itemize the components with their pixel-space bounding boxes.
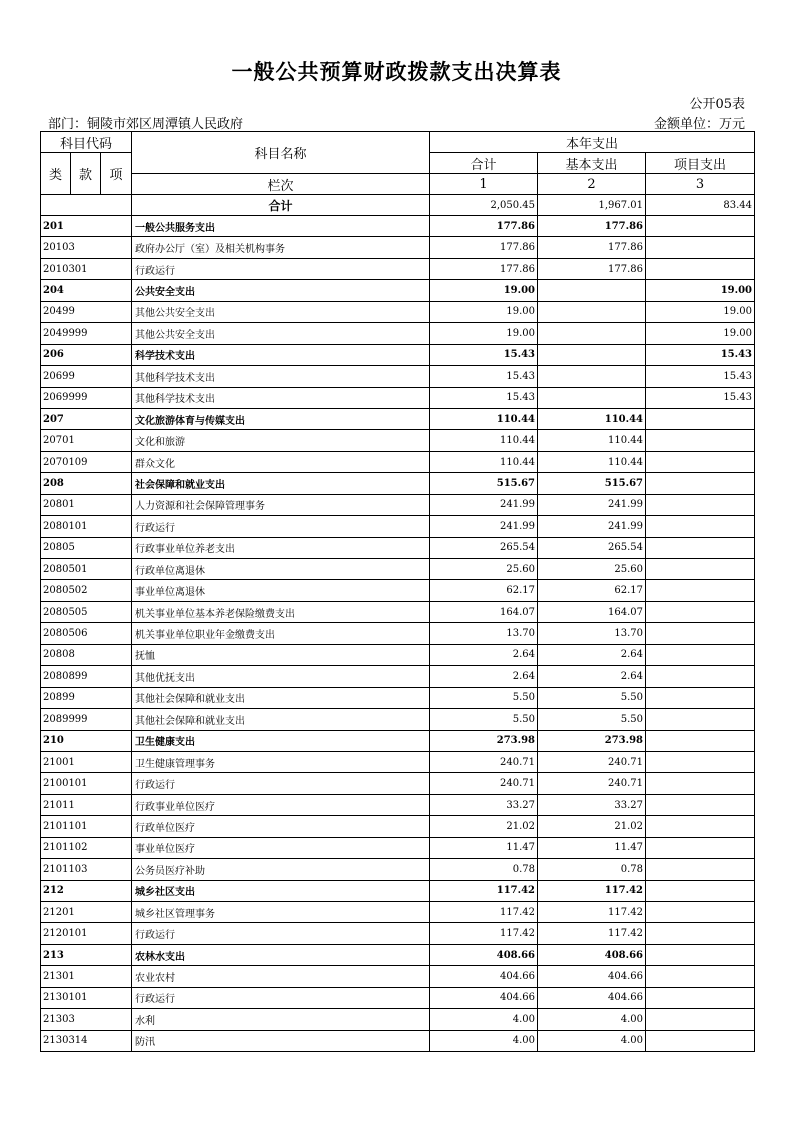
row-name: 防汛 bbox=[132, 1030, 430, 1051]
row-name: 其他公共安全支出 bbox=[132, 323, 430, 344]
row-basic: 110.44 bbox=[538, 451, 646, 472]
row-name: 文化旅游体育与传媒支出 bbox=[132, 408, 430, 429]
row-total: 117.42 bbox=[430, 902, 538, 923]
header-xiang: 项 bbox=[101, 153, 132, 195]
row-basic: 177.86 bbox=[538, 258, 646, 279]
header-subject-code: 科目代码 bbox=[41, 132, 132, 153]
row-basic: 62.17 bbox=[538, 580, 646, 601]
row-project: 15.43 bbox=[646, 366, 755, 387]
row-code: 2101101 bbox=[41, 816, 132, 837]
row-total: 241.99 bbox=[430, 494, 538, 515]
table-row bbox=[41, 859, 755, 880]
row-name: 机关事业单位基本养老保险缴费支出 bbox=[132, 601, 430, 622]
table-row bbox=[41, 323, 755, 344]
row-code: 2080899 bbox=[41, 666, 132, 687]
row-name: 文化和旅游 bbox=[132, 430, 430, 451]
row-total: 273.98 bbox=[430, 730, 538, 751]
row-project bbox=[646, 666, 755, 687]
row-total: 19.00 bbox=[430, 301, 538, 322]
table-row bbox=[41, 537, 755, 558]
row-total: 19.00 bbox=[430, 323, 538, 344]
expenditure-table bbox=[40, 131, 755, 1052]
header-subject-name: 科目名称 bbox=[132, 132, 430, 174]
row-code: 2049999 bbox=[41, 323, 132, 344]
row-basic: 2.64 bbox=[538, 644, 646, 665]
row-total: 13.70 bbox=[430, 623, 538, 644]
row-total: 2.64 bbox=[430, 644, 538, 665]
total-label: 合计 bbox=[132, 195, 430, 216]
table-row bbox=[41, 837, 755, 858]
row-name: 社会保障和就业支出 bbox=[132, 473, 430, 494]
row-project bbox=[646, 537, 755, 558]
row-total: 15.43 bbox=[430, 344, 538, 365]
row-basic: 408.66 bbox=[538, 944, 646, 965]
row-basic: 404.66 bbox=[538, 987, 646, 1008]
row-code: 20801 bbox=[41, 494, 132, 515]
table-row bbox=[41, 944, 755, 965]
row-project bbox=[646, 1009, 755, 1030]
table-row bbox=[41, 601, 755, 622]
row-total: 515.67 bbox=[430, 473, 538, 494]
row-basic: 33.27 bbox=[538, 794, 646, 815]
table-row bbox=[41, 1009, 755, 1030]
row-name: 抚恤 bbox=[132, 644, 430, 665]
table-row bbox=[41, 773, 755, 794]
table-row bbox=[41, 730, 755, 751]
row-total: 265.54 bbox=[430, 537, 538, 558]
row-basic: 21.02 bbox=[538, 816, 646, 837]
row-code: 210 bbox=[41, 730, 132, 751]
table-row bbox=[41, 666, 755, 687]
department-label: 部门：铜陵市郊区周潭镇人民政府 bbox=[48, 117, 244, 132]
table-row bbox=[41, 408, 755, 429]
table-row bbox=[41, 344, 755, 365]
row-total: 15.43 bbox=[430, 366, 538, 387]
table-row bbox=[41, 387, 755, 408]
header-basic: 基本支出 bbox=[538, 153, 646, 174]
table-row bbox=[41, 216, 755, 237]
row-code: 20805 bbox=[41, 537, 132, 558]
row-name: 其他科学技术支出 bbox=[132, 366, 430, 387]
row-project bbox=[646, 494, 755, 515]
row-project bbox=[646, 730, 755, 751]
row-project bbox=[646, 987, 755, 1008]
row-basic: 4.00 bbox=[538, 1009, 646, 1030]
row-name: 其他优抚支出 bbox=[132, 666, 430, 687]
row-total: 25.60 bbox=[430, 559, 538, 580]
row-total: 110.44 bbox=[430, 408, 538, 429]
row-project bbox=[646, 216, 755, 237]
row-code: 20701 bbox=[41, 430, 132, 451]
table-row bbox=[41, 923, 755, 944]
row-total: 21.02 bbox=[430, 816, 538, 837]
row-basic: 25.60 bbox=[538, 559, 646, 580]
row-code: 2080506 bbox=[41, 623, 132, 644]
row-project: 19.00 bbox=[646, 301, 755, 322]
row-name: 政府办公厅（室）及相关机构事务 bbox=[132, 237, 430, 258]
table-row bbox=[41, 709, 755, 730]
row-basic: 0.78 bbox=[538, 859, 646, 880]
row-project bbox=[646, 644, 755, 665]
row-project bbox=[646, 923, 755, 944]
row-code: 21001 bbox=[41, 751, 132, 772]
row-total: 15.43 bbox=[430, 387, 538, 408]
row-code: 201 bbox=[41, 216, 132, 237]
table-row bbox=[41, 580, 755, 601]
total-amount: 2,050.45 bbox=[430, 195, 538, 216]
header-col-3: 3 bbox=[646, 174, 755, 195]
amount-unit-label: 金额单位：万元 bbox=[653, 117, 745, 132]
row-total: 4.00 bbox=[430, 1030, 538, 1051]
table-body bbox=[41, 216, 755, 1052]
row-project bbox=[646, 516, 755, 537]
row-total: 240.71 bbox=[430, 773, 538, 794]
total-project: 83.44 bbox=[646, 195, 755, 216]
table-row bbox=[41, 987, 755, 1008]
row-project bbox=[646, 773, 755, 794]
row-total: 164.07 bbox=[430, 601, 538, 622]
page-title: 一般公共预算财政拨款支出决算表 bbox=[231, 60, 562, 84]
table-row bbox=[41, 751, 755, 772]
header-project: 项目支出 bbox=[646, 153, 755, 174]
row-basic: 265.54 bbox=[538, 537, 646, 558]
row-total: 404.66 bbox=[430, 966, 538, 987]
row-name: 农林水支出 bbox=[132, 944, 430, 965]
table-row bbox=[41, 644, 755, 665]
row-basic bbox=[538, 366, 646, 387]
row-code: 21011 bbox=[41, 794, 132, 815]
table-row bbox=[41, 880, 755, 901]
row-project bbox=[646, 902, 755, 923]
row-basic bbox=[538, 387, 646, 408]
row-name: 公共安全支出 bbox=[132, 280, 430, 301]
row-total: 5.50 bbox=[430, 709, 538, 730]
row-name: 行政事业单位医疗 bbox=[132, 794, 430, 815]
row-basic bbox=[538, 344, 646, 365]
row-code: 212 bbox=[41, 880, 132, 901]
row-name: 行政运行 bbox=[132, 258, 430, 279]
row-basic: 11.47 bbox=[538, 837, 646, 858]
row-project bbox=[646, 1030, 755, 1051]
row-code: 21303 bbox=[41, 1009, 132, 1030]
row-project bbox=[646, 837, 755, 858]
row-basic: 4.00 bbox=[538, 1030, 646, 1051]
row-project bbox=[646, 966, 755, 987]
row-name: 事业单位医疗 bbox=[132, 837, 430, 858]
row-code: 208 bbox=[41, 473, 132, 494]
row-name: 卫生健康管理事务 bbox=[132, 751, 430, 772]
row-name: 一般公共服务支出 bbox=[132, 216, 430, 237]
row-basic: 273.98 bbox=[538, 730, 646, 751]
row-project bbox=[646, 258, 755, 279]
row-total: 4.00 bbox=[430, 1009, 538, 1030]
row-basic: 13.70 bbox=[538, 623, 646, 644]
table-row bbox=[41, 1030, 755, 1051]
row-total: 177.86 bbox=[430, 237, 538, 258]
header-lei: 类 bbox=[41, 153, 71, 195]
row-name: 行政单位医疗 bbox=[132, 816, 430, 837]
row-project bbox=[646, 451, 755, 472]
row-name: 卫生健康支出 bbox=[132, 730, 430, 751]
row-code: 2120101 bbox=[41, 923, 132, 944]
table-row bbox=[41, 473, 755, 494]
row-name: 行政运行 bbox=[132, 516, 430, 537]
row-basic: 117.42 bbox=[538, 880, 646, 901]
row-project bbox=[646, 751, 755, 772]
row-basic: 515.67 bbox=[538, 473, 646, 494]
row-project bbox=[646, 880, 755, 901]
row-basic: 117.42 bbox=[538, 923, 646, 944]
row-project: 15.43 bbox=[646, 344, 755, 365]
table-row bbox=[41, 966, 755, 987]
row-project: 19.00 bbox=[646, 280, 755, 301]
table-row bbox=[41, 451, 755, 472]
row-basic: 110.44 bbox=[538, 430, 646, 451]
row-code: 20808 bbox=[41, 644, 132, 665]
row-project: 19.00 bbox=[646, 323, 755, 344]
row-code: 213 bbox=[41, 944, 132, 965]
row-basic: 240.71 bbox=[538, 751, 646, 772]
total-basic: 1,967.01 bbox=[538, 195, 646, 216]
table-row bbox=[41, 559, 755, 580]
row-total: 2.64 bbox=[430, 666, 538, 687]
row-code: 2130314 bbox=[41, 1030, 132, 1051]
table-row bbox=[41, 816, 755, 837]
header-col-2: 2 bbox=[538, 174, 646, 195]
header-column-label: 栏次 bbox=[132, 174, 430, 195]
table-row bbox=[41, 237, 755, 258]
row-total: 110.44 bbox=[430, 451, 538, 472]
row-basic: 241.99 bbox=[538, 494, 646, 515]
row-name: 行政单位离退休 bbox=[132, 559, 430, 580]
form-number: 公开05表 bbox=[689, 97, 745, 112]
row-project bbox=[646, 601, 755, 622]
row-total: 11.47 bbox=[430, 837, 538, 858]
row-basic: 177.86 bbox=[538, 237, 646, 258]
row-basic: 2.64 bbox=[538, 666, 646, 687]
row-project bbox=[646, 237, 755, 258]
row-total: 117.42 bbox=[430, 923, 538, 944]
row-project bbox=[646, 559, 755, 580]
row-code: 2069999 bbox=[41, 387, 132, 408]
row-code: 20899 bbox=[41, 687, 132, 708]
row-code: 204 bbox=[41, 280, 132, 301]
total-code-cell bbox=[41, 195, 132, 216]
row-total: 408.66 bbox=[430, 944, 538, 965]
row-name: 行政运行 bbox=[132, 773, 430, 794]
header-kuan: 款 bbox=[71, 153, 101, 195]
row-name: 行政运行 bbox=[132, 923, 430, 944]
row-code: 206 bbox=[41, 344, 132, 365]
table-row bbox=[41, 516, 755, 537]
row-basic bbox=[538, 280, 646, 301]
row-code: 20103 bbox=[41, 237, 132, 258]
row-name: 水利 bbox=[132, 1009, 430, 1030]
row-code: 2080501 bbox=[41, 559, 132, 580]
row-name: 公务员医疗补助 bbox=[132, 859, 430, 880]
table-row bbox=[41, 301, 755, 322]
row-code: 2100101 bbox=[41, 773, 132, 794]
table-row bbox=[41, 430, 755, 451]
table-row bbox=[41, 794, 755, 815]
table-row bbox=[41, 366, 755, 387]
row-code: 2080101 bbox=[41, 516, 132, 537]
row-name: 人力资源和社会保障管理事务 bbox=[132, 494, 430, 515]
row-basic: 117.42 bbox=[538, 902, 646, 923]
table-row bbox=[41, 280, 755, 301]
row-total: 241.99 bbox=[430, 516, 538, 537]
row-total: 240.71 bbox=[430, 751, 538, 772]
row-basic: 5.50 bbox=[538, 687, 646, 708]
row-name: 群众文化 bbox=[132, 451, 430, 472]
row-name: 城乡社区管理事务 bbox=[132, 902, 430, 923]
row-code: 2101102 bbox=[41, 837, 132, 858]
row-name: 科学技术支出 bbox=[132, 344, 430, 365]
row-basic bbox=[538, 323, 646, 344]
row-total: 404.66 bbox=[430, 987, 538, 1008]
row-name: 行政事业单位养老支出 bbox=[132, 537, 430, 558]
row-project bbox=[646, 623, 755, 644]
row-project bbox=[646, 430, 755, 451]
row-total: 33.27 bbox=[430, 794, 538, 815]
row-code: 2130101 bbox=[41, 987, 132, 1008]
row-code: 2080502 bbox=[41, 580, 132, 601]
row-project bbox=[646, 473, 755, 494]
row-basic: 164.07 bbox=[538, 601, 646, 622]
row-code: 207 bbox=[41, 408, 132, 429]
row-project bbox=[646, 816, 755, 837]
row-total: 110.44 bbox=[430, 430, 538, 451]
row-code: 2010301 bbox=[41, 258, 132, 279]
row-code: 2101103 bbox=[41, 859, 132, 880]
row-basic: 404.66 bbox=[538, 966, 646, 987]
header-total: 合计 bbox=[430, 153, 538, 174]
row-total: 177.86 bbox=[430, 258, 538, 279]
row-name: 其他公共安全支出 bbox=[132, 301, 430, 322]
row-project bbox=[646, 944, 755, 965]
row-basic: 110.44 bbox=[538, 408, 646, 429]
row-basic: 177.86 bbox=[538, 216, 646, 237]
row-total: 62.17 bbox=[430, 580, 538, 601]
header-col-1: 1 bbox=[430, 174, 538, 195]
row-code: 20499 bbox=[41, 301, 132, 322]
row-code: 2089999 bbox=[41, 709, 132, 730]
row-name: 其他社会保障和就业支出 bbox=[132, 709, 430, 730]
table-row bbox=[41, 687, 755, 708]
row-project bbox=[646, 859, 755, 880]
row-code: 2080505 bbox=[41, 601, 132, 622]
header-year-expense: 本年支出 bbox=[430, 132, 755, 153]
row-name: 其他社会保障和就业支出 bbox=[132, 687, 430, 708]
row-basic: 5.50 bbox=[538, 709, 646, 730]
row-project bbox=[646, 580, 755, 601]
row-name: 机关事业单位职业年金缴费支出 bbox=[132, 623, 430, 644]
row-basic bbox=[538, 301, 646, 322]
table-row bbox=[41, 623, 755, 644]
row-code: 2070109 bbox=[41, 451, 132, 472]
row-total: 0.78 bbox=[430, 859, 538, 880]
row-code: 21301 bbox=[41, 966, 132, 987]
row-basic: 240.71 bbox=[538, 773, 646, 794]
row-total: 19.00 bbox=[430, 280, 538, 301]
row-name: 其他科学技术支出 bbox=[132, 387, 430, 408]
row-total: 177.86 bbox=[430, 216, 538, 237]
row-name: 事业单位离退休 bbox=[132, 580, 430, 601]
table-row bbox=[41, 494, 755, 515]
row-project bbox=[646, 709, 755, 730]
row-project bbox=[646, 408, 755, 429]
row-name: 农业农村 bbox=[132, 966, 430, 987]
row-name: 城乡社区支出 bbox=[132, 880, 430, 901]
row-basic: 241.99 bbox=[538, 516, 646, 537]
row-code: 21201 bbox=[41, 902, 132, 923]
row-total: 5.50 bbox=[430, 687, 538, 708]
row-code: 20699 bbox=[41, 366, 132, 387]
table-row bbox=[41, 902, 755, 923]
row-project bbox=[646, 794, 755, 815]
row-project: 15.43 bbox=[646, 387, 755, 408]
row-total: 117.42 bbox=[430, 880, 538, 901]
row-project bbox=[646, 687, 755, 708]
table-row bbox=[41, 258, 755, 279]
row-name: 行政运行 bbox=[132, 987, 430, 1008]
